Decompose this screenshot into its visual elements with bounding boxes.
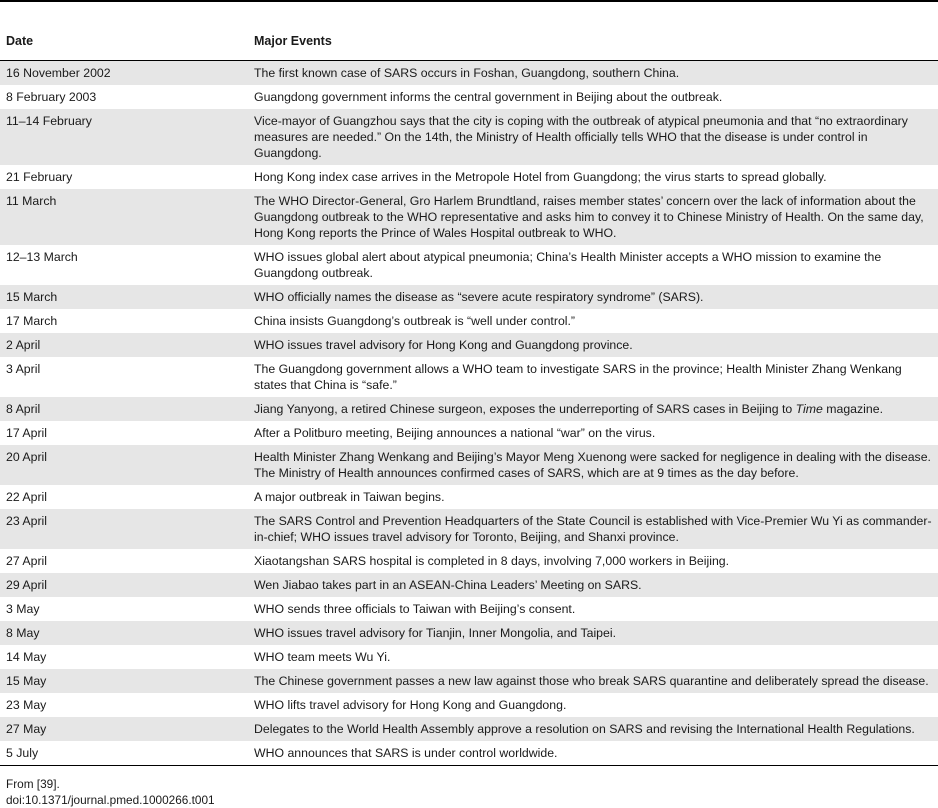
event-cell: WHO issues travel advisory for Hong Kong and Guangdong province.	[254, 338, 633, 352]
date-cell: 5 July	[6, 746, 39, 760]
table-row	[0, 109, 938, 165]
header-date: Date	[6, 34, 34, 48]
date-cell: 15 May	[6, 674, 47, 688]
date-cell: 14 May	[6, 650, 47, 664]
date-cell: 3 May	[6, 602, 40, 616]
date-cell: 21 February	[6, 170, 73, 184]
table-row	[0, 597, 938, 621]
event-cell: WHO issues global alert about atypical pneumonia; China’s Health Minister accepts a WHO mission to examine the Guangdong outbreak.	[254, 250, 882, 280]
event-cell: Wen Jiabao takes part in an ASEAN-China Leaders’ Meeting on SARS.	[254, 578, 642, 592]
table-row	[0, 573, 938, 597]
date-cell: 27 May	[6, 722, 47, 736]
event-cell: WHO officially names the disease as “severe acute respiratory syndrome” (SARS).	[254, 290, 704, 304]
event-cell: Vice-mayor of Guangzhou says that the city is coping with the outbreak of atypical pneumonia and that “no extraordinary measures are needed.” On the 14th, the Ministry of Health officially tells WHO that the disease is under control in Guangdong.	[254, 114, 908, 160]
event-cell: The Chinese government passes a new law against those who break SARS quarantine and deliberately spread the disease.	[254, 674, 929, 688]
table-header	[0, 28, 938, 61]
table-row	[0, 397, 938, 421]
table-row	[0, 85, 938, 109]
date-cell: 11 March	[6, 194, 57, 208]
event-italic-text: Time	[795, 402, 823, 416]
event-cell: A major outbreak in Taiwan begins.	[254, 490, 445, 504]
date-cell: 16 November 2002	[6, 66, 111, 80]
event-cell	[248, 397, 938, 421]
date-cell: 17 April	[6, 426, 48, 440]
table-row	[0, 717, 938, 741]
date-cell: 27 April	[6, 554, 48, 568]
date-cell: 11–14 February	[6, 114, 92, 128]
table-row	[0, 693, 938, 717]
event-cell: Guangdong government informs the central government in Beijing about the outbreak.	[254, 90, 723, 104]
doi-note: doi:10.1371/journal.pmed.1000266.t001	[6, 793, 215, 807]
table-row	[0, 645, 938, 669]
table-row	[0, 357, 938, 397]
table-row	[0, 165, 938, 189]
event-cell: WHO lifts travel advisory for Hong Kong and Guangdong.	[254, 698, 567, 712]
event-text: Jiang Yanyong, a retired Chinese surgeon, exposes the underreporting of SARS cases in Beijing to	[254, 402, 796, 416]
table-row	[0, 741, 938, 766]
date-cell: 8 April	[6, 402, 41, 416]
table-row	[0, 549, 938, 573]
event-cell: The Guangdong government allows a WHO team to investigate SARS in the province; Health Minister Zhang Wenkang states that China is “safe.”	[254, 362, 902, 392]
date-cell: 20 April	[6, 450, 48, 464]
event-cell: Health Minister Zhang Wenkang and Beijing’s Mayor Meng Xuenong were sacked for negligence in dealing with the disease. The Ministry of Health announces confirmed cases of SARS, which are at 9 times as the day before.	[254, 450, 931, 480]
table-row	[0, 333, 938, 357]
header-major-events: Major Events	[254, 34, 332, 48]
table-row	[0, 509, 938, 549]
date-cell: 8 May	[6, 626, 40, 640]
table-row	[0, 189, 938, 245]
event-cell: Delegates to the World Health Assembly approve a resolution on SARS and revising the International Health Regulations.	[254, 722, 915, 736]
date-cell: 23 May	[6, 698, 47, 712]
date-cell: 3 April	[6, 362, 41, 376]
date-cell: 8 February 2003	[6, 90, 97, 104]
event-cell: WHO announces that SARS is under control worldwide.	[254, 746, 558, 760]
table-row	[0, 485, 938, 509]
event-cell: China insists Guangdong’s outbreak is “well under control.”	[254, 314, 576, 328]
table-row	[0, 621, 938, 645]
event-cell: The SARS Control and Prevention Headquarters of the State Council is established with Vice-Premier Wu Yi as commander-in-chief; WHO issues travel advisory for Toronto, Beijing, and Shanxi province.	[254, 514, 932, 544]
event-cell: Hong Kong index case arrives in the Metropole Hotel from Guangdong; the virus starts to spread globally.	[254, 170, 827, 184]
date-cell: 15 March	[6, 290, 58, 304]
date-cell: 12–13 March	[6, 250, 78, 264]
table-body	[0, 61, 938, 766]
date-cell: 29 April	[6, 578, 48, 592]
table-footer	[0, 766, 938, 808]
event-cell: The first known case of SARS occurs in Foshan, Guangdong, southern China.	[254, 66, 680, 80]
table-row	[0, 245, 938, 285]
event-cell: WHO team meets Wu Yi.	[254, 650, 391, 664]
event-cell: WHO issues travel advisory for Tianjin, Inner Mongolia, and Taipei.	[254, 626, 617, 640]
table-row	[0, 285, 938, 309]
date-cell: 2 April	[6, 338, 41, 352]
table-row	[0, 309, 938, 333]
top-rule	[0, 0, 938, 2]
date-cell: 17 March	[6, 314, 58, 328]
events-table	[0, 28, 938, 766]
table-row	[0, 445, 938, 485]
date-cell: 23 April	[6, 514, 48, 528]
source-note: From [39].	[6, 777, 60, 791]
table-row	[0, 421, 938, 445]
event-tail-text: magazine.	[822, 402, 883, 416]
event-cell: The WHO Director-General, Gro Harlem Brundtland, raises member states’ concern over the lack of information about the Guangdong outbreak to the WHO representative and asks him to convey it to Chinese Ministry of Health. On the same day, Hong Kong reports the Prince of Wales Hospital outbreak to WHO.	[254, 194, 924, 240]
table-row	[0, 669, 938, 693]
event-cell: After a Politburo meeting, Beijing announces a national “war” on the virus.	[254, 426, 656, 440]
event-cell: Xiaotangshan SARS hospital is completed in 8 days, involving 7,000 workers in Beijing.	[254, 554, 730, 568]
event-cell: WHO sends three officials to Taiwan with Beijing’s consent.	[254, 602, 576, 616]
table-row	[0, 61, 938, 86]
date-cell: 22 April	[6, 490, 48, 504]
